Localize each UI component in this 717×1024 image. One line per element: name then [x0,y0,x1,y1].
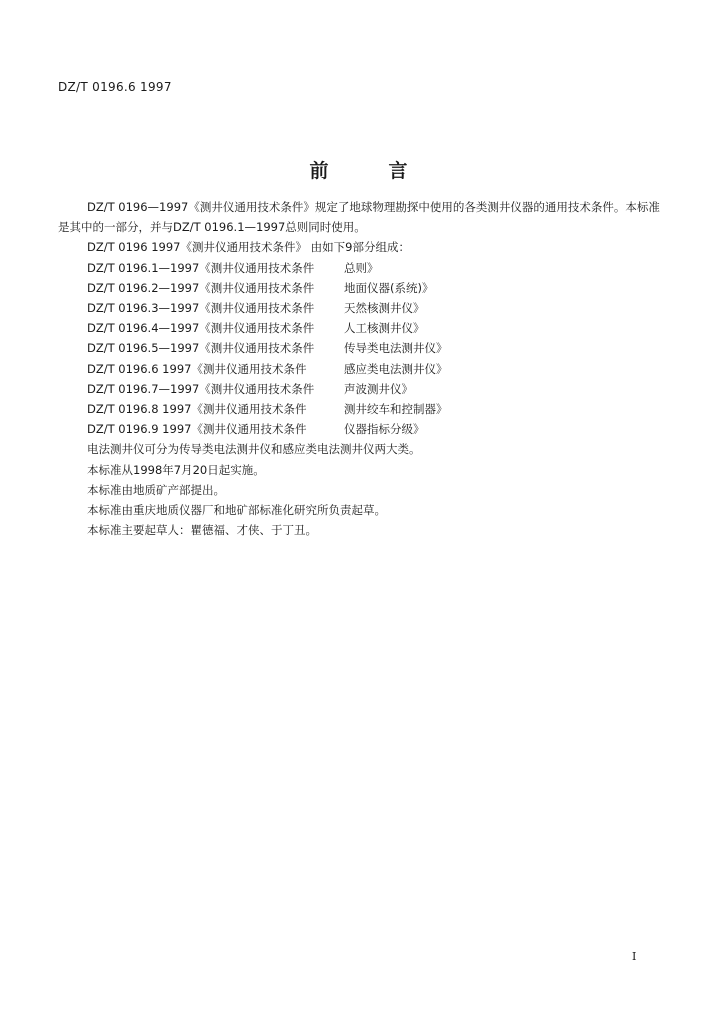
part-code: DZ/T 0196.5—1997《测井仪通用技术条件 [87,341,315,356]
standard-code-header: DZ/T 0196.6 1997 [58,80,172,94]
proposer-paragraph: 本标准由地质矿产部提出。 [87,482,225,497]
intro-paragraph: DZ/T 0196—1997《测井仪通用技术条件》规定了地球物理勘探中使用的各类测井仪器的通用技术条件。本标准是其中的一部分，并与DZ/T 0196.1—1997总则同时使用。 [58,200,660,235]
part-code: DZ/T 0196.1—1997《测井仪通用技术条件 [87,260,315,275]
list-item [58,379,664,399]
part-name: 总则》 [344,260,379,275]
page-number: I [632,950,637,963]
list-item [58,318,664,338]
list-item [58,399,664,419]
list-item [58,298,664,318]
document-body [58,197,664,540]
part-name: 感应类电法测井仪》 [344,361,448,376]
part-code: DZ/T 0196.3—1997《测井仪通用技术条件 [87,301,315,316]
part-name: 传导类电法测井仪》 [344,341,448,356]
page-title: 前言 [309,160,468,182]
drafters-paragraph: 本标准主要起草人：瞿德福、才侠、于丁丑。 [87,523,317,538]
part-code: DZ/T 0196.6 1997《测井仪通用技术条件 [87,361,307,376]
part-name: 声波测井仪》 [344,381,413,396]
classification-paragraph: 电法测井仪可分为传导类电法测井仪和感应类电法测井仪两大类。 [87,442,421,457]
list-item [58,258,664,278]
part-name: 地面仪器(系统)》 [344,280,434,295]
part-name: 天然核测井仪》 [344,301,425,316]
part-code: DZ/T 0196.7—1997《测井仪通用技术条件 [87,381,315,396]
part-code: DZ/T 0196.8 1997《测井仪通用技术条件 [87,402,307,417]
composition-paragraph: DZ/T 0196 1997《测井仪通用技术条件》 由如下9部分组成： [87,240,410,255]
part-name: 测井绞车和控制器》 [344,402,448,417]
list-item [58,278,664,298]
part-name: 人工核测井仪》 [344,321,425,336]
part-code: DZ/T 0196.4—1997《测井仪通用技术条件 [87,321,315,336]
drafting-unit-paragraph: 本标准由重庆地质仪器厂和地矿部标准化研究所负责起草。 [87,503,386,518]
part-code: DZ/T 0196.2—1997《测井仪通用技术条件 [87,280,315,295]
parts-list [58,258,664,440]
list-item [58,338,664,358]
part-name: 仪器指标分级》 [344,422,425,437]
list-item [58,419,664,439]
part-code: DZ/T 0196.9 1997《测井仪通用技术条件 [87,422,307,437]
effective-date-paragraph: 本标准从1998年7月20日起实施。 [87,462,265,477]
list-item [58,359,664,379]
